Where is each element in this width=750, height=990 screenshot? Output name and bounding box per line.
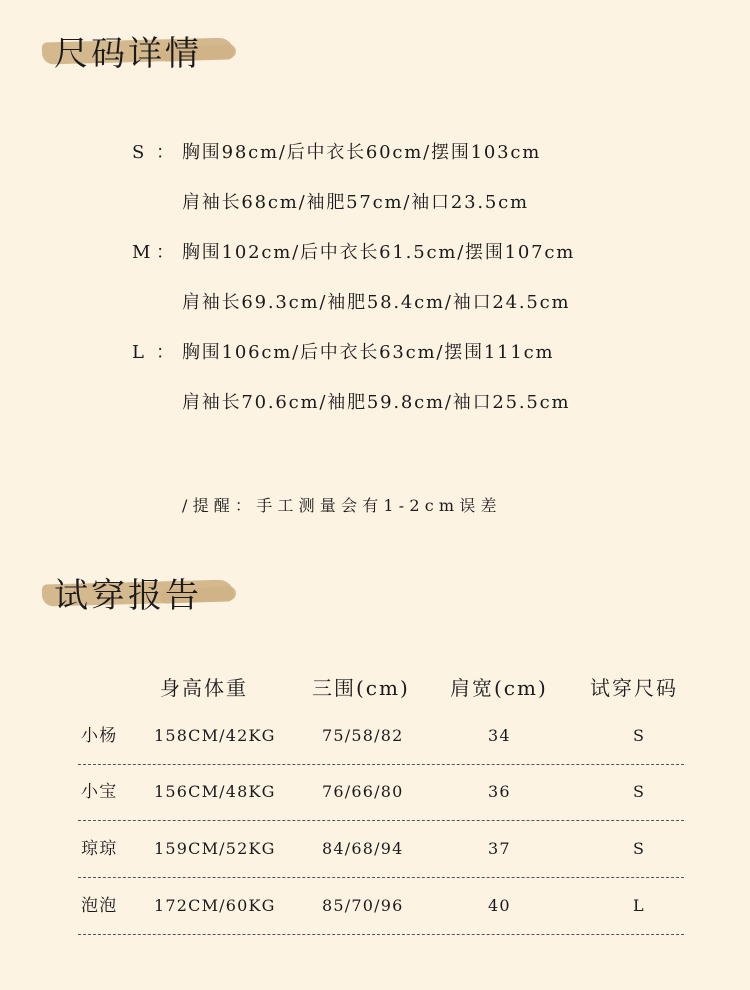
size-l-measurements-2: 肩袖长70.6cm/袖肥59.8cm/袖口25.5cm xyxy=(182,392,571,413)
fit-size: S xyxy=(633,782,646,801)
height-weight: 159CM/52KG xyxy=(154,839,276,858)
table-row xyxy=(78,878,684,935)
size-code-l: L xyxy=(132,342,146,363)
size-separator: ： xyxy=(156,342,176,363)
table-row xyxy=(78,708,684,765)
size-s-line-1 xyxy=(132,138,541,164)
measurements: 85/70/96 xyxy=(322,896,404,915)
size-m-line-2 xyxy=(182,288,570,314)
size-details-title: 尺码详情 xyxy=(54,34,202,74)
size-m-measurements-2: 肩袖长69.3cm/袖肥58.4cm/袖口24.5cm xyxy=(182,292,571,313)
size-l-measurements-1: 胸围106cm/后中衣长63cm/摆围111cm xyxy=(182,342,555,363)
shoulder-width: 36 xyxy=(488,782,511,801)
size-l-line-2 xyxy=(182,388,570,414)
measurements: 75/58/82 xyxy=(322,726,404,745)
fit-report-heading xyxy=(40,568,202,624)
measurements: 84/68/94 xyxy=(322,839,404,858)
size-s-measurements-2: 肩袖长68cm/袖肥57cm/袖口23.5cm xyxy=(182,192,529,213)
size-s-measurements-1: 胸围98cm/后中衣长60cm/摆围103cm xyxy=(182,142,542,163)
shoulder-width: 40 xyxy=(488,896,511,915)
column-header-fit-size: 试穿尺码 xyxy=(590,676,678,700)
size-separator: ： xyxy=(156,142,176,163)
measurement-note: /提醒：手工测量会有1-2cm误差 xyxy=(182,496,502,515)
fit-report-title: 试穿报告 xyxy=(54,576,202,616)
fit-size: L xyxy=(633,896,645,915)
size-m-measurements-1: 胸围102cm/后中衣长61.5cm/摆围107cm xyxy=(182,242,576,263)
size-m-line-1 xyxy=(132,238,575,264)
shoulder-width: 37 xyxy=(488,839,511,858)
model-name: 泡泡 xyxy=(81,896,118,916)
fit-size: S xyxy=(633,839,646,858)
table-row xyxy=(78,821,684,878)
size-separator: ： xyxy=(156,242,176,263)
model-name: 小杨 xyxy=(81,726,118,746)
height-weight: 156CM/48KG xyxy=(154,782,276,801)
table-row xyxy=(78,764,684,821)
model-name: 琼琼 xyxy=(81,839,118,859)
fit-size: S xyxy=(633,726,646,745)
column-header-measurements: 三围(cm) xyxy=(312,676,410,700)
measurements: 76/66/80 xyxy=(322,782,404,801)
column-header-shoulder: 肩宽(cm) xyxy=(450,676,548,700)
shoulder-width: 34 xyxy=(488,726,511,745)
size-details-heading xyxy=(40,26,202,82)
column-header-height-weight: 身高体重 xyxy=(160,676,248,700)
size-s-line-2 xyxy=(182,188,529,214)
model-name: 小宝 xyxy=(81,782,118,802)
height-weight: 172CM/60KG xyxy=(154,896,276,915)
size-l-line-1 xyxy=(132,338,554,364)
height-weight: 158CM/42KG xyxy=(154,726,276,745)
size-code-m: M xyxy=(132,242,153,263)
size-code-s: S xyxy=(132,142,147,163)
